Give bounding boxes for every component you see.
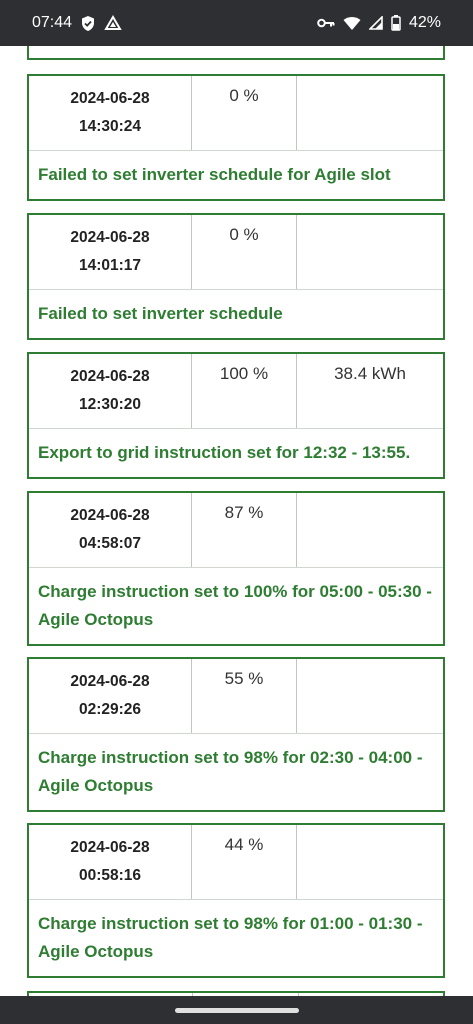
wifi-icon xyxy=(343,16,361,31)
log-date: 2024-06-28 xyxy=(70,229,150,246)
log-battery-soc: 87 % xyxy=(192,493,297,567)
log-timestamp xyxy=(29,825,192,899)
log-message: Export to grid instruction set for 12:32 - 13:55. xyxy=(38,443,411,462)
log-entry xyxy=(27,491,445,646)
log-timestamp xyxy=(29,354,192,428)
log-battery-soc: 55 % xyxy=(192,659,297,733)
log-entry xyxy=(27,657,445,812)
log-message: Failed to set inverter schedule for Agile slot xyxy=(38,165,391,184)
log-date: 2024-06-28 xyxy=(70,90,150,107)
log-energy xyxy=(297,659,443,733)
log-message: Charge instruction set to 98% for 01:00 - 01:30 - Agile Octopus xyxy=(38,914,423,961)
status-bar-left xyxy=(32,14,122,32)
battery-icon xyxy=(391,15,401,31)
log-message: Charge instruction set to 98% for 02:30 - 04:00 - Agile Octopus xyxy=(38,748,423,795)
log-timestamp xyxy=(29,76,192,150)
log-timestamp xyxy=(29,215,192,289)
log-entry xyxy=(27,823,445,978)
status-time: 07:44 xyxy=(32,14,73,31)
log-battery-soc: 0 % xyxy=(192,215,297,289)
log-battery-soc: 100 % xyxy=(192,354,297,428)
log-entry-values xyxy=(29,76,443,151)
log-date: 2024-06-28 xyxy=(70,507,150,524)
log-time: 04:58:07 xyxy=(78,535,142,552)
log-message: Charge instruction set to 100% for 05:00 - 05:30 - Agile Octopus xyxy=(38,582,432,629)
log-battery-soc: 44 % xyxy=(192,825,297,899)
log-time: 00:58:16 xyxy=(78,867,142,884)
log-battery-soc: 0 % xyxy=(192,76,297,150)
log-energy xyxy=(297,215,443,289)
shield-check-icon xyxy=(80,15,96,32)
log-energy xyxy=(297,493,443,567)
log-date: 2024-06-28 xyxy=(70,673,150,690)
log-entry-values xyxy=(29,354,443,429)
navigation-bar xyxy=(0,996,473,1024)
log-date: 2024-06-28 xyxy=(70,368,150,385)
log-entry-values xyxy=(29,825,443,900)
gesture-handle[interactable] xyxy=(175,1008,299,1013)
log-energy xyxy=(297,76,443,150)
log-timestamp xyxy=(29,493,192,567)
log-time: 12:30:20 xyxy=(78,396,142,413)
drive-icon xyxy=(104,15,122,31)
key-icon xyxy=(317,17,335,29)
log-entry xyxy=(27,74,445,201)
log-entry-values xyxy=(29,493,443,568)
log-time: 14:01:17 xyxy=(78,257,142,274)
log-date: 2024-06-28 xyxy=(70,839,150,856)
log-entry-partial xyxy=(27,46,445,60)
log-entry-values xyxy=(29,215,443,290)
log-entry xyxy=(27,213,445,340)
log-list[interactable] xyxy=(0,46,473,996)
battery-percent: 42% xyxy=(408,14,441,31)
signal-icon xyxy=(369,16,383,30)
status-bar xyxy=(0,0,473,46)
log-time: 14:30:24 xyxy=(78,118,142,135)
log-message: Failed to set inverter schedule xyxy=(38,304,283,323)
log-timestamp xyxy=(29,659,192,733)
log-entry-values xyxy=(29,659,443,734)
status-bar-right xyxy=(317,14,441,32)
log-energy xyxy=(297,825,443,899)
log-energy: 38.4 kWh xyxy=(334,364,406,383)
log-entry xyxy=(27,352,445,479)
log-time: 02:29:26 xyxy=(78,701,142,718)
